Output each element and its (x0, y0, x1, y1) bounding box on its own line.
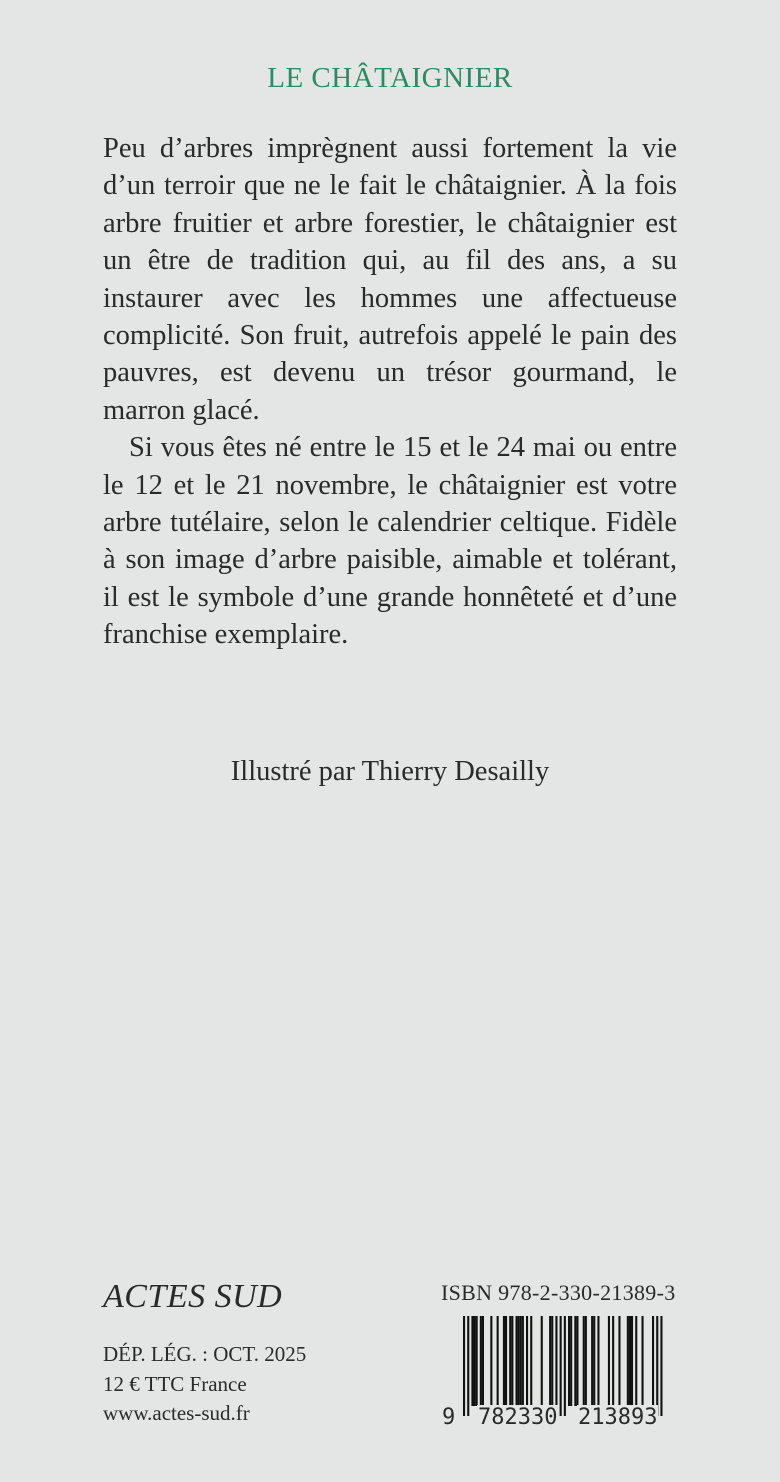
barcode-bar (520, 1316, 522, 1406)
barcode-bar (568, 1316, 570, 1406)
barcode-bar (618, 1316, 620, 1406)
barcode-bar (627, 1316, 629, 1406)
barcode-bar (522, 1316, 524, 1406)
barcode-bar (583, 1316, 585, 1406)
barcode-bar (480, 1316, 482, 1406)
barcode-bar (503, 1316, 505, 1406)
price: 12 € TTC France (103, 1371, 247, 1396)
barcode-bar (516, 1316, 518, 1406)
barcode-bars (441, 1316, 681, 1416)
barcode-bar (631, 1316, 633, 1406)
barcode-bar (509, 1316, 511, 1406)
barcode-bar (612, 1316, 614, 1406)
barcode-bar (497, 1316, 499, 1406)
blurb-paragraph-2: Si vous êtes né entre le 15 et le 24 mai ou entre le 12 et le 21 novembre, le châtaignier est votre arbre tutélaire, selon le calendrier celtique. Fidèle à son image d’arbre paisible, aimable et tolérant, il est le symbole d’une grande honnêteté et d’une franchise exemplaire. (103, 432, 677, 651)
barcode-lead-digit: 9 (442, 1405, 456, 1430)
barcode-bar (471, 1316, 473, 1406)
barcode-bar (597, 1316, 599, 1406)
blurb-paragraph-1: Peu d’arbres imprègnent aussi fortement la vie d’un terroir que ne le fait le châtaignier. À la fois arbre fruitier et arbre forestier, le châtaignier est un être de tradition qui, au fil des ans, a su instaurer avec les hommes une affectueuse complicité. Son fruit, autrefois appelé le pain des pauvres, est devenu un trésor gourmand, le marron glacé. (103, 133, 677, 426)
barcode-bar (463, 1316, 465, 1416)
barcode-bar (530, 1316, 532, 1406)
book-title: LE CHÂTAIGNIER (267, 62, 513, 94)
blurb (103, 130, 677, 654)
barcode-bar (474, 1316, 476, 1406)
barcode-bar (560, 1316, 562, 1416)
barcode-bar (555, 1316, 557, 1406)
barcode-bar (591, 1316, 593, 1406)
barcode-bar (656, 1316, 658, 1416)
barcode-bar (652, 1316, 654, 1406)
barcode-bar (593, 1316, 595, 1406)
barcode-bar (526, 1316, 528, 1406)
barcode-bar (549, 1316, 551, 1406)
barcode-bar (518, 1316, 520, 1406)
barcode-bar (511, 1316, 513, 1406)
barcode-bar (482, 1316, 484, 1406)
barcode-left-group: 782330 (478, 1405, 558, 1430)
barcode-bar (635, 1316, 637, 1406)
barcode-bar (629, 1316, 631, 1406)
barcode-bar (608, 1316, 610, 1406)
barcode-bar (476, 1316, 478, 1406)
barcode-bar (585, 1316, 587, 1406)
imprint-block (103, 1340, 306, 1429)
barcode-bar (490, 1316, 492, 1406)
barcode-bar (574, 1316, 576, 1406)
website-link[interactable]: www.actes-sud.fr (103, 1401, 250, 1425)
barcode-bar (642, 1316, 644, 1406)
barcode-bar (541, 1316, 543, 1406)
barcode-bar (505, 1316, 507, 1406)
barcode-bar (576, 1316, 578, 1406)
barcode-right-group: 213893 (578, 1405, 658, 1430)
barcode-bar (551, 1316, 553, 1406)
illustrator-credit: Illustré par Thierry Desailly (230, 756, 550, 787)
publisher-logo: ACTES SUD (103, 1278, 283, 1315)
barcode-bar (570, 1316, 572, 1406)
legal-deposit: DÉP. LÉG. : OCT. 2025 (103, 1342, 307, 1366)
barcode-bar (564, 1316, 566, 1416)
barcode-bar (660, 1316, 662, 1416)
barcode-bar (467, 1316, 469, 1416)
isbn-label: ISBN 978-2-330-21389-3 (441, 1280, 676, 1305)
